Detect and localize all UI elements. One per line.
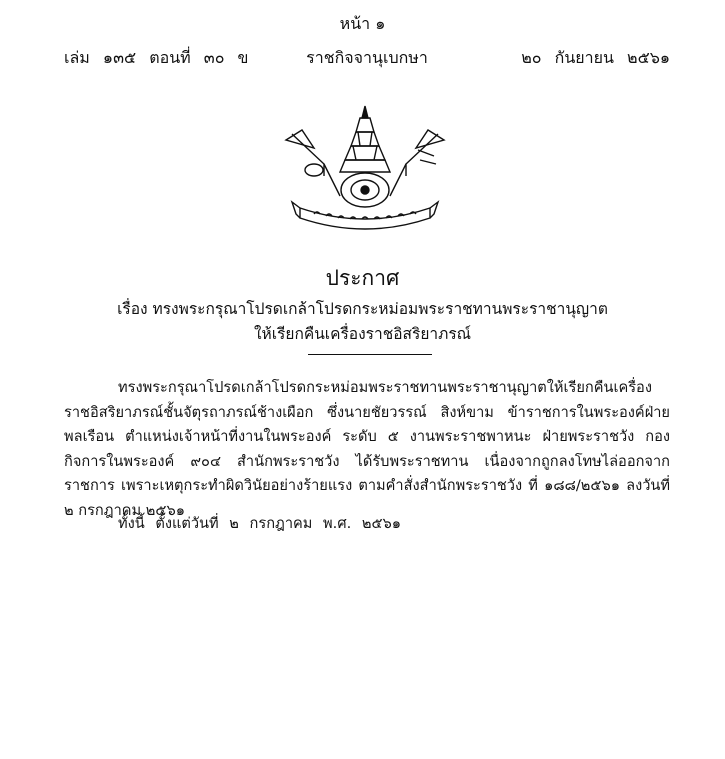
announcement-title: ประกาศ	[325, 266, 400, 290]
subject-line-2: ให้เรียกคืนเครื่องราชอิสริยาภรณ์	[253, 325, 472, 343]
gazette-name: ราชกิจจานุเบกษา	[306, 48, 428, 67]
announcement-body	[64, 376, 670, 524]
subject-line-1: เรื่อง ทรงพระกรุณาโปรดเกล้าโปรดกระหม่อมพระราชทานพระราชานุญาต	[117, 300, 608, 318]
effective-date: ทั้งนี้ ตั้งแต่วันที่ ๒ กรกฎาคม พ.ศ. ๒๕๖๑	[118, 515, 402, 532]
royal-seal-icon	[284, 104, 446, 230]
gazette-header	[64, 46, 670, 70]
publication-date: ๒๐ กันยายน ๒๕๖๑	[521, 48, 670, 67]
body-paragraph: ทรงพระกรุณาโปรดเกล้าโปรดกระหม่อมพระราชทานพระราชานุญาตให้เรียกคืนเครื่องราชอิสริยาภรณ์ชั้นจัตุรถาภรณ์ช้างเผือก ซึ่งนายชัยวรรณ์ สิงห์ขาม ข้าราชการในพระองค์ฝ่ายพลเรือน ตำแหน่งเจ้าหน้าที่งานในพระองค์ ระดับ ๕ งานพระราชพาหนะ ฝ่ายพระราชวัง กองกิจการในพระองค์ ๙๐๔ สำนักพระราชวัง ได้รับพระราชทาน เนื่องจากถูกลงโทษไล่ออกจากราชการ เพราะเหตุกระทำผิดวินัยอย่างร้ายแรง ตามคำสั่งสำนักพระราชวัง ที่ ๑๘๘/๒๕๖๑ ลงวันที่ ๒ กรกฎาคม ๒๕๖๑	[64, 379, 670, 519]
volume-issue: เล่ม ๑๓๕ ตอนที่ ๓๐ ข	[64, 48, 249, 67]
divider	[308, 354, 432, 355]
page-number: หน้า ๑	[339, 14, 386, 33]
